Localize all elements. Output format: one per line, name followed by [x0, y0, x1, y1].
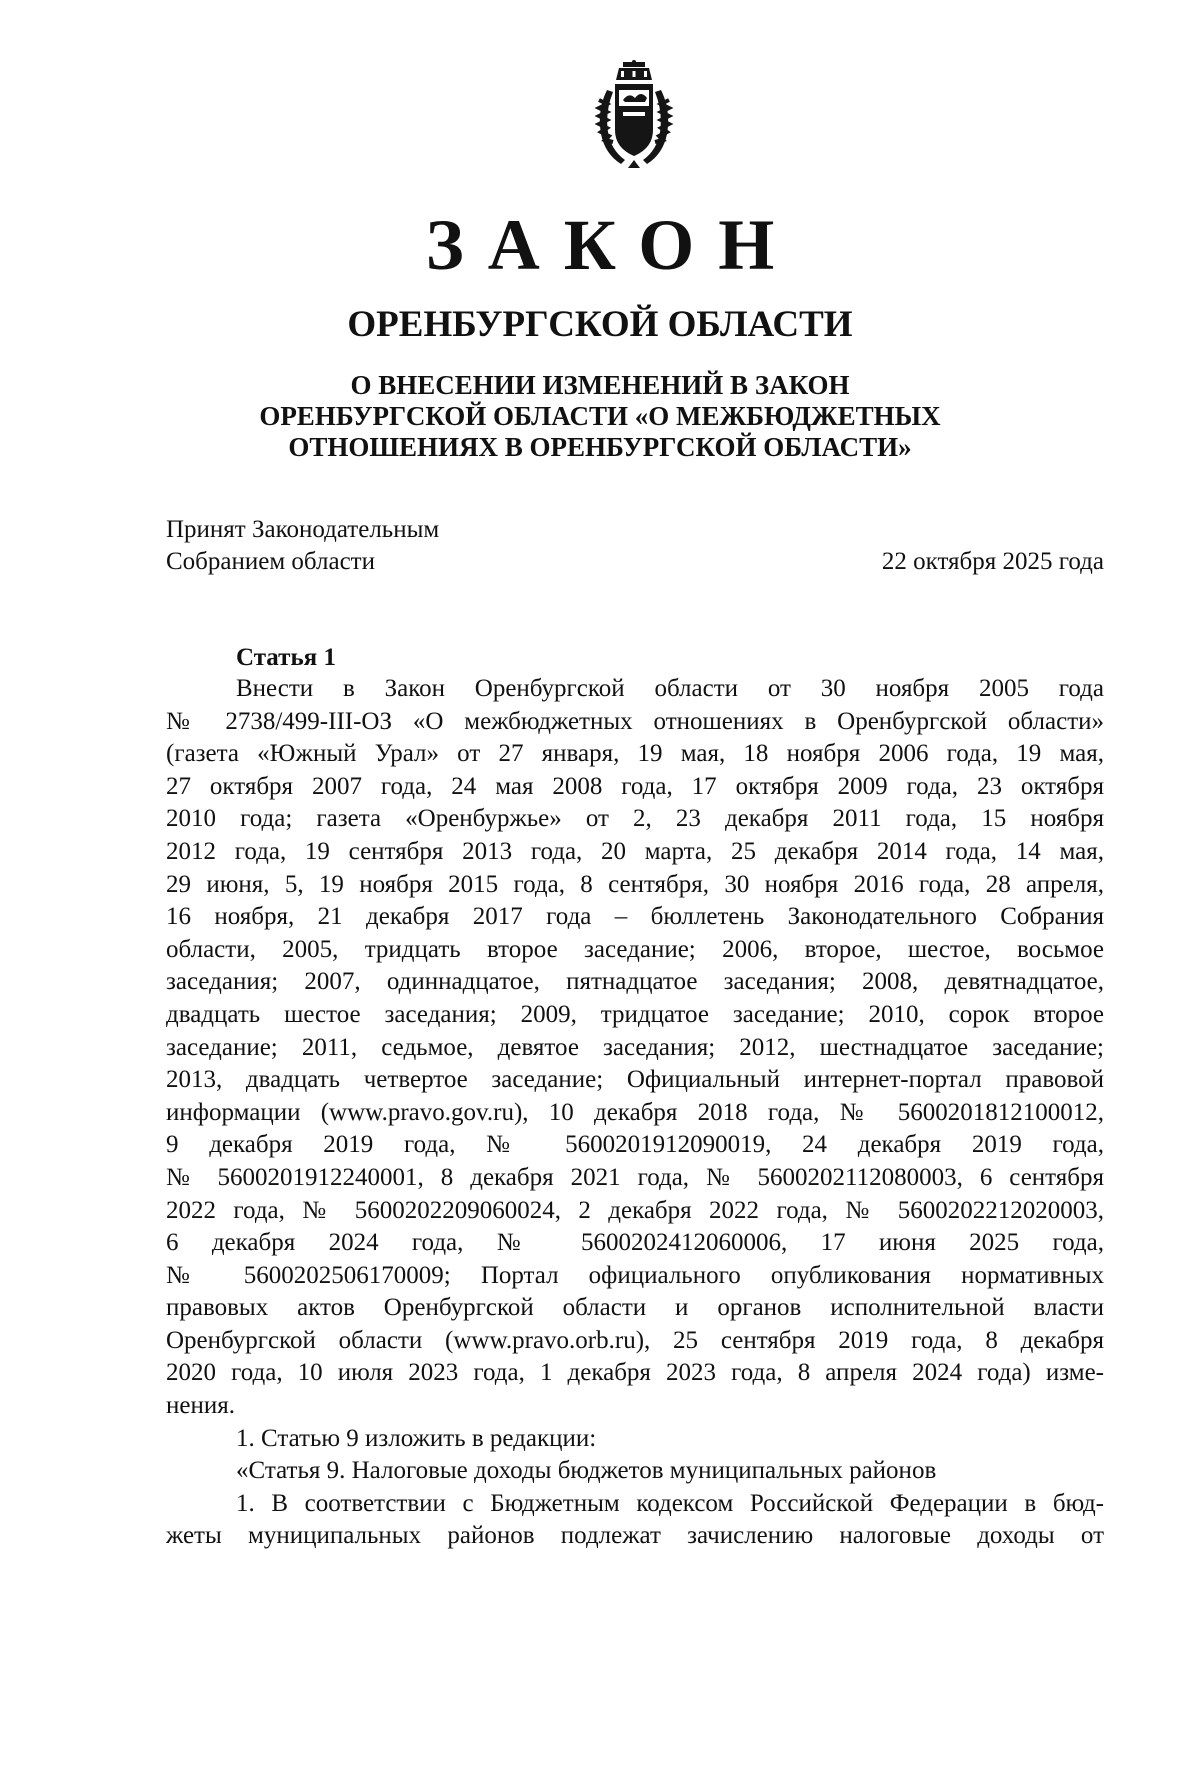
- body-line: 9 декабря 2019 года, № 5600201912090019, 24 декабря 2019 года,: [166, 1131, 1104, 1159]
- body-line: заседания; 2007, одиннадцатое, пятнадцатое заседания; 2008, девятнадцатое,: [166, 968, 1104, 996]
- body-line: 1. Статью 9 изложить в редакции:: [236, 1424, 597, 1452]
- body-line: 2010 года; газета «Оренбуржье» от 2, 23 декабря 2011 года, 15 ноября: [166, 805, 1104, 833]
- body-line: заседание; 2011, седьмое, девятое заседания; 2012, шестнадцатое заседание;: [166, 1033, 1104, 1061]
- law-subject-line: ОРЕНБУРГСКОЙ ОБЛАСТИ «О МЕЖБЮДЖЕТНЫХ: [259, 401, 941, 431]
- body-line: Внести в Закон Оренбургской области от 30 ноября 2005 года: [236, 675, 1104, 702]
- document-title: ЗАКОН: [425, 205, 799, 285]
- body-line: № 5600202506170009; Портал официального опубликования нормативных: [166, 1261, 1104, 1289]
- adoption-note: [166, 514, 439, 578]
- body-line: 2012 года, 19 сентября 2013 года, 20 марта, 25 декабря 2014 года, 14 мая,: [166, 837, 1104, 865]
- body-line: 2020 года, 10 июля 2023 года, 1 декабря 2023 года, 8 апреля 2024 года) изме-: [166, 1359, 1104, 1387]
- body-line: № 2738/499-III-ОЗ «О межбюджетных отношениях в Оренбургской области»: [166, 707, 1104, 735]
- body-line: области, 2005, тридцать второе заседание; 2006, второе, шестое, восьмое: [166, 935, 1104, 963]
- body-line: нения.: [166, 1392, 235, 1420]
- body-line: (газета «Южный Урал» от 27 января, 19 мая, 18 ноября 2006 года, 19 мая,: [166, 740, 1104, 768]
- body-line: «Статья 9. Налоговые доходы бюджетов муниципальных районов: [236, 1457, 937, 1485]
- body-line: информации (www.pravo.gov.ru), 10 декабря 2018 года, № 5600201812100012,: [166, 1098, 1104, 1126]
- law-subject-line: ОТНОШЕНИЯХ В ОРЕНБУРГСКОЙ ОБЛАСТИ»: [288, 432, 912, 462]
- article-heading: Статья 1: [236, 644, 336, 671]
- body-line: 16 ноября, 21 декабря 2017 года – бюллетень Законодательного Собрания: [166, 903, 1104, 931]
- body-line: жеты муниципальных районов подлежат зачислению налоговые доходы от: [166, 1522, 1104, 1550]
- body-line: Оренбургской области (www.pravo.orb.ru), 25 сентября 2019 года, 8 декабря: [166, 1326, 1104, 1354]
- adoption-date: 22 октября 2025 года: [881, 548, 1104, 575]
- body-line: 6 декабря 2024 года, № 5600202412060006, 17 июня 2025 года,: [166, 1229, 1104, 1257]
- adoption-line: Собранием области: [166, 548, 375, 575]
- law-subject-line: О ВНЕСЕНИИ ИЗМЕНЕНИЙ В ЗАКОН: [350, 370, 850, 400]
- article-body: [166, 673, 1104, 1553]
- law-subject-heading: [0, 370, 1200, 463]
- body-line: 2022 года, № 5600202209060024, 2 декабря 2022 года, № 5600202212020003,: [166, 1196, 1104, 1224]
- region-name: ОРЕНБУРГСКОЙ ОБЛАСТИ: [347, 304, 853, 345]
- body-line: 29 июня, 5, 19 ноября 2015 года, 8 сентября, 30 ноября 2016 года, 28 апреля,: [166, 870, 1104, 898]
- body-line: двадцать шестое заседания; 2009, тридцатое заседание; 2010, сорок второе: [166, 1000, 1104, 1028]
- coat-of-arms-emblem: [593, 60, 675, 170]
- body-line: № 5600201912240001, 8 декабря 2021 года, № 5600202112080003, 6 сентября: [166, 1163, 1104, 1191]
- adoption-line: Принят Законодательным: [166, 516, 440, 543]
- body-line: 2013, двадцать четвертое заседание; Официальный интернет-портал правовой: [166, 1066, 1104, 1094]
- body-line: правовых актов Оренбургской области и органов исполнительной власти: [166, 1294, 1104, 1322]
- body-line: 27 октября 2007 года, 24 мая 2008 года, 17 октября 2009 года, 23 октября: [166, 772, 1104, 800]
- body-line: 1. В соответствии с Бюджетным кодексом Российской Федерации в бюд-: [236, 1489, 1104, 1517]
